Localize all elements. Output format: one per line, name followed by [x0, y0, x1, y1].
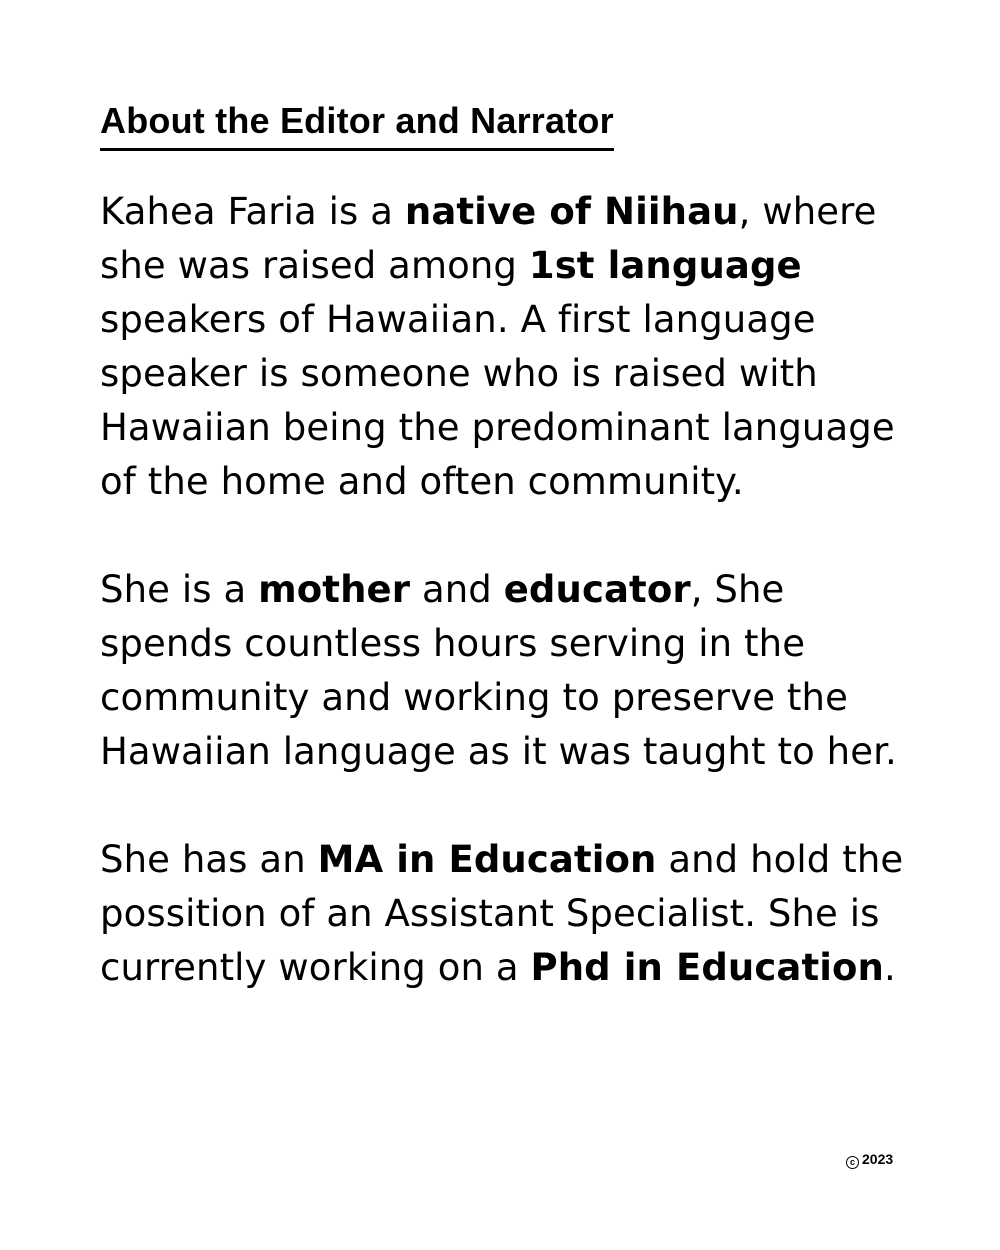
copyright-notice	[846, 1150, 893, 1169]
body-text: She has an	[100, 838, 318, 881]
paragraph-education	[100, 833, 910, 995]
heading-underline	[100, 98, 614, 151]
body-text: .	[883, 946, 896, 989]
page-title: About the Editor and Narrator	[100, 100, 614, 141]
body-text: and hold the possition of an Assistant Specialist. She is currently working on a	[100, 838, 904, 989]
body-text: She is a	[100, 568, 259, 611]
body-text: and	[410, 568, 504, 611]
body-text: , where she was raised among	[100, 190, 877, 287]
emphasis-text: 1st language	[528, 244, 802, 287]
body-text: , She spends countless hours serving in the community and working to preserve the Hawaiian language as it was taught to her.	[100, 568, 897, 773]
paragraph-native	[100, 185, 910, 509]
copyright-year: 2023	[862, 1151, 894, 1167]
body-text: Kahea Faria is a	[100, 190, 405, 233]
emphasis-text: MA in Education	[317, 838, 657, 881]
emphasis-text: native of Niihau	[404, 190, 739, 233]
emphasis-text: mother	[258, 568, 411, 611]
copyright-icon: c	[846, 1156, 859, 1169]
paragraph-mother-educator	[100, 563, 910, 779]
emphasis-text: Phd in Education	[530, 946, 884, 989]
body-text: speakers of Hawaiian. A first language speaker is someone who is raised with Hawaiian being the predominant language of the home and often community.	[100, 298, 895, 503]
article	[100, 98, 910, 995]
emphasis-text: educator	[503, 568, 691, 611]
